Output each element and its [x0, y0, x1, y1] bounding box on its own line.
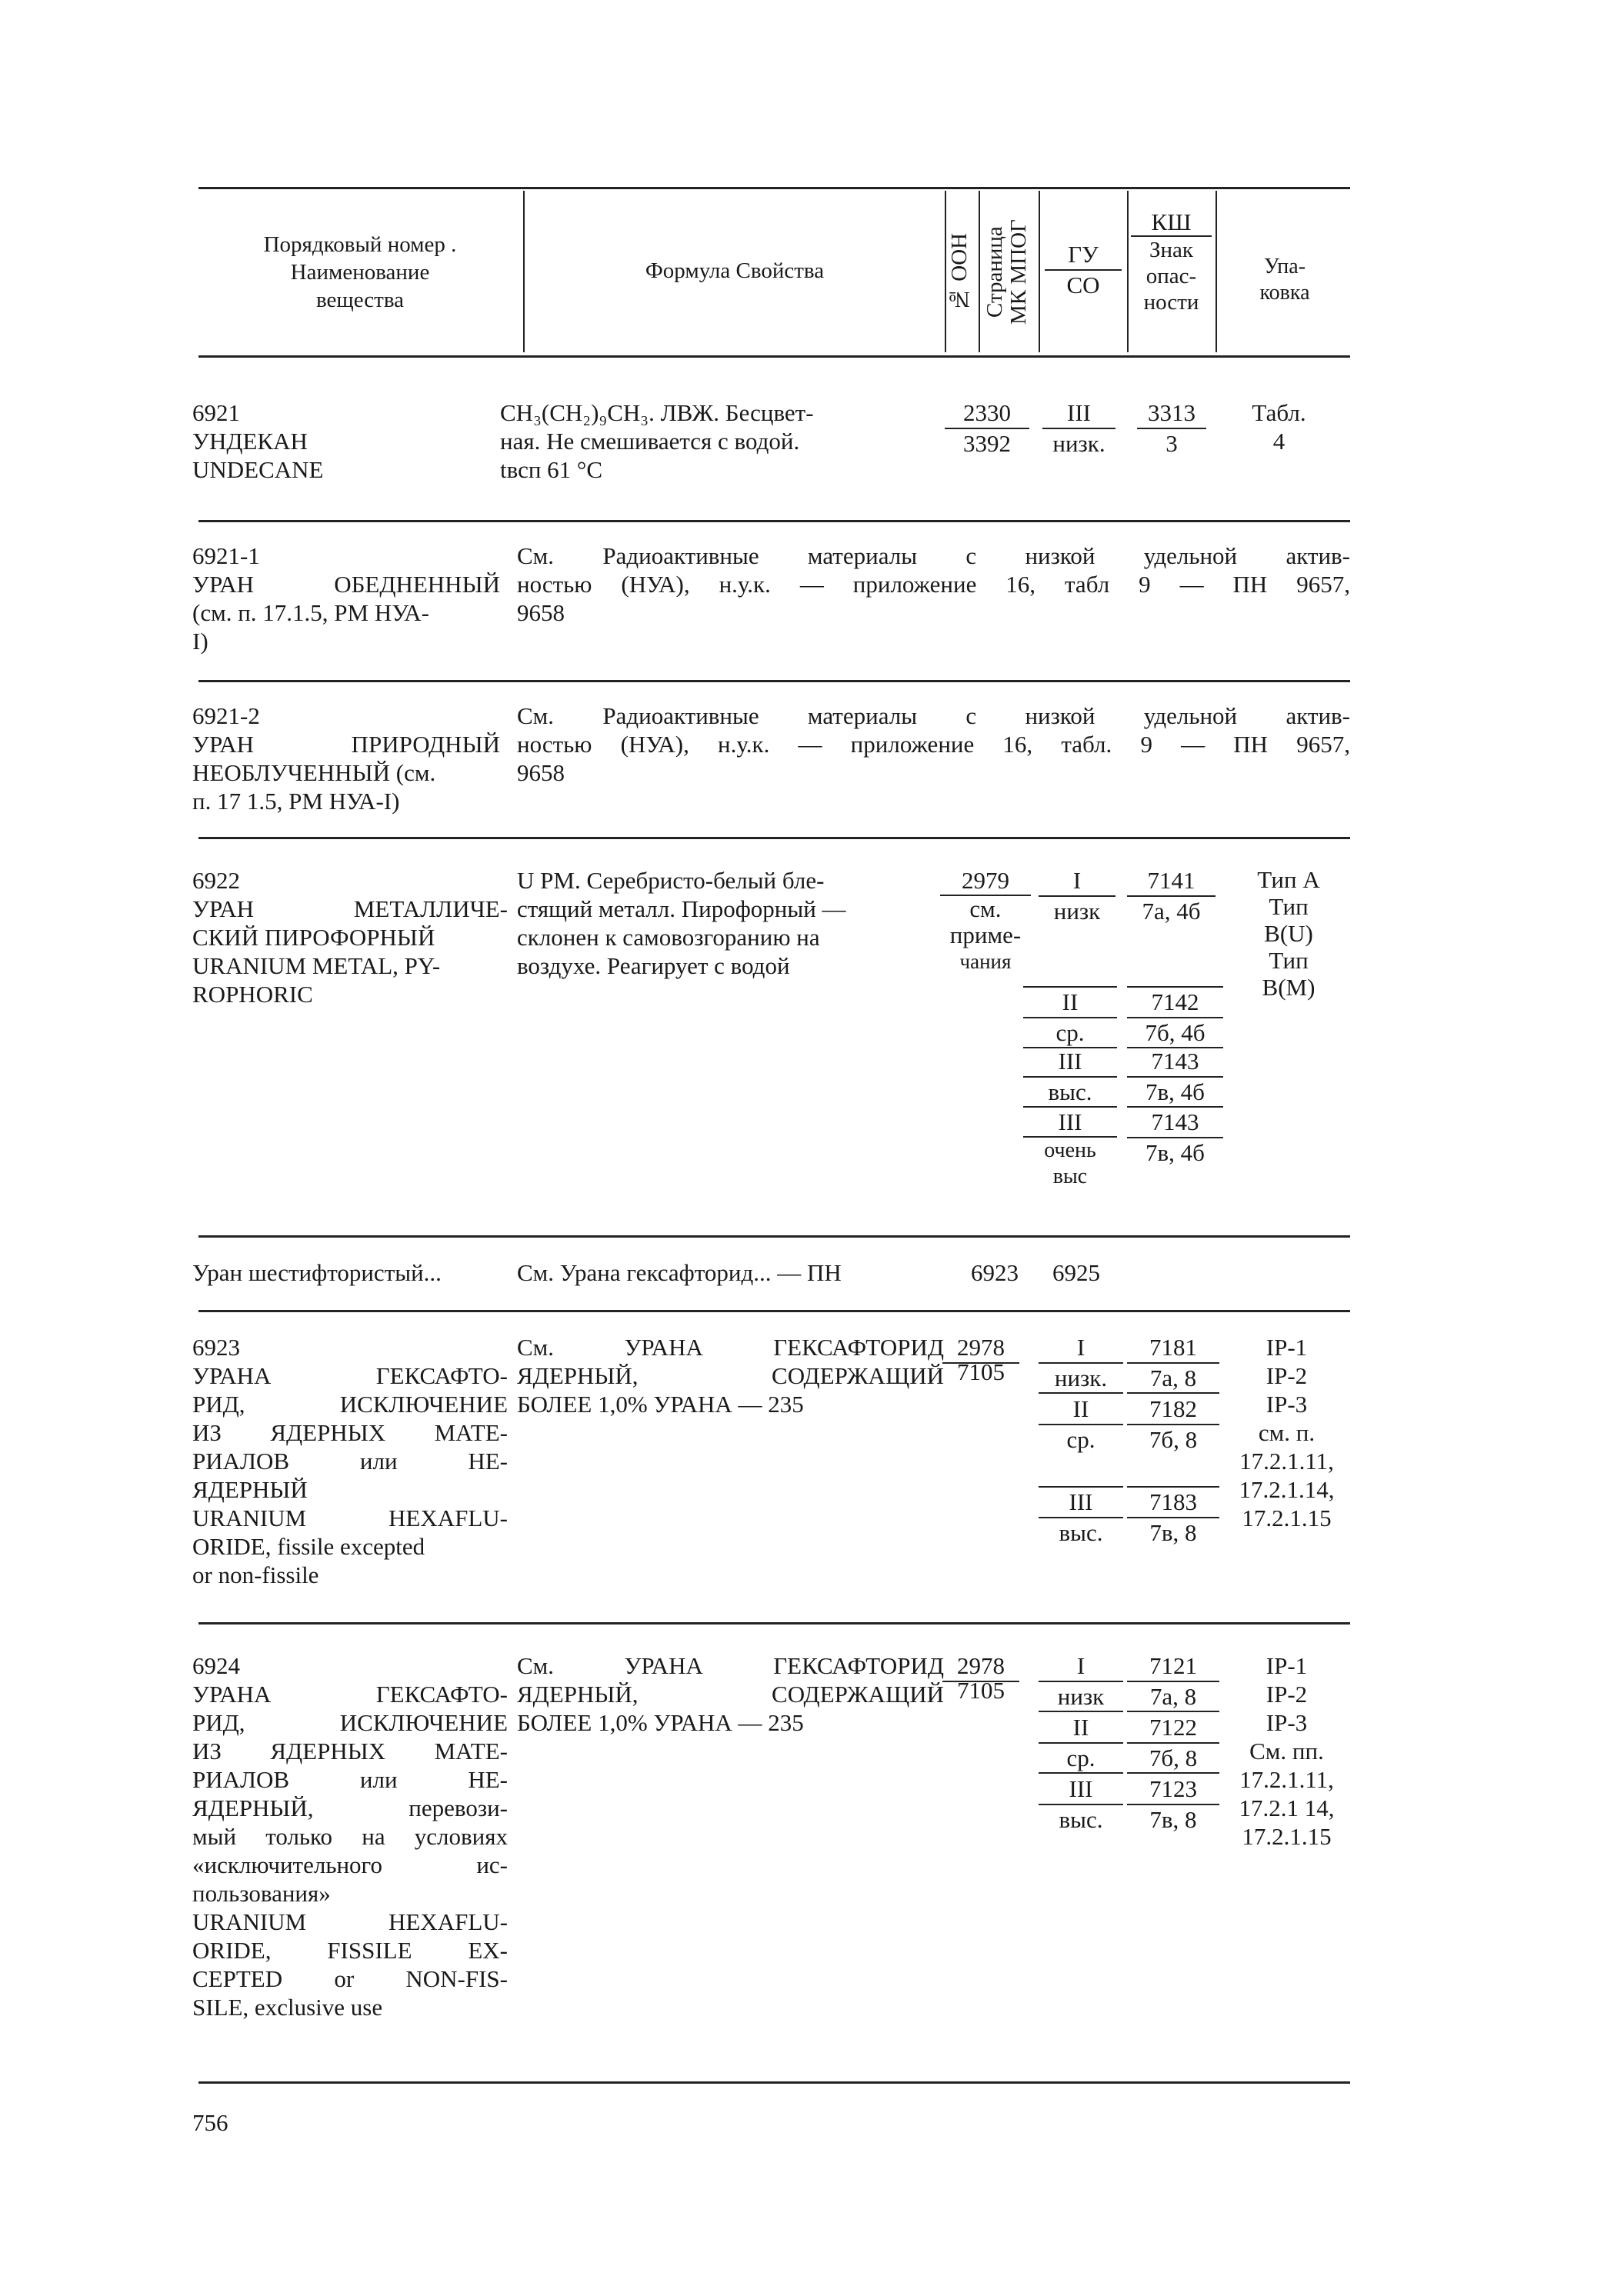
- header-name: [198, 231, 522, 314]
- formula-line: стящий металл. Пирофорный —: [517, 895, 846, 922]
- header-divider: [523, 191, 525, 352]
- gu-value: II: [1039, 1395, 1123, 1425]
- entry-6924-gu-row: [1039, 1713, 1123, 1774]
- entry-6921-2-name: [192, 701, 500, 815]
- name-line: УРАНА ГЕКСАФТО-: [192, 1681, 508, 1708]
- entry-6923-ksh-row: [1127, 1395, 1219, 1454]
- text-line: См. Радиоактивные материалы с низкой удельной актив-: [517, 542, 1350, 569]
- name-line: пользования»: [192, 1880, 331, 1907]
- ksh-value: 7182: [1127, 1395, 1219, 1425]
- entry-6923-gu-row: [1039, 1486, 1123, 1547]
- header-un: № ООН: [947, 232, 972, 312]
- entry-6923-un-page: [942, 1333, 1019, 1386]
- name-line: ROPHORIC: [192, 981, 313, 1008]
- formula-line: См. УРАНА ГЕКСАФТОРИД: [517, 1334, 944, 1361]
- name-line: ORIDE, FISSILE EX-: [192, 1937, 508, 1964]
- entry-6921-1-text: [517, 542, 1350, 627]
- pack-line: IP-3: [1266, 1391, 1308, 1418]
- co-value: низк.: [1052, 430, 1105, 457]
- name-line: 6923: [192, 1334, 240, 1361]
- entry-separator: [198, 1235, 1350, 1238]
- pack-line: IP-1: [1266, 1652, 1308, 1679]
- ksh-value: 7183: [1127, 1486, 1219, 1518]
- header-ksh-line: Знак: [1149, 238, 1193, 262]
- co-value: выс.: [1059, 1519, 1103, 1546]
- header-divider: [1127, 191, 1129, 352]
- entry-6922-ksh-row: [1127, 1108, 1223, 1167]
- ksh-value: 7143: [1127, 1047, 1223, 1078]
- header-pack-line: ковка: [1259, 281, 1310, 305]
- name-line: РИД, ИСКЛЮЧЕНИЕ: [192, 1391, 508, 1418]
- pack-line: 4: [1272, 428, 1286, 455]
- text-line: См. Радиоактивные материалы с низкой удельной актив-: [517, 702, 1350, 729]
- name-line: I): [192, 628, 208, 655]
- header-top-rule: [198, 187, 1350, 189]
- entry-6922-ksh-row: [1127, 866, 1215, 925]
- ksh-value: 7181: [1127, 1333, 1219, 1364]
- formula-line: ная. Не смешивается с водой.: [500, 428, 800, 455]
- header-divider: [1039, 191, 1040, 352]
- header-page: [983, 196, 1031, 348]
- sign-value: 7в, 8: [1149, 1519, 1197, 1546]
- header-divider: [945, 191, 946, 352]
- pack-line: B(U): [1264, 920, 1313, 947]
- page-bottom-rule: [198, 2081, 1350, 2084]
- header-ksh-line: опас-: [1145, 264, 1197, 288]
- page-note: см.: [969, 895, 1002, 922]
- entry-6922-pack: [1235, 866, 1342, 1001]
- header-divider: [979, 191, 980, 352]
- entry-separator: [198, 1310, 1350, 1312]
- name-line: РИД, ИСКЛЮЧЕНИЕ: [192, 1709, 508, 1736]
- page-number-ref: 7105: [957, 1677, 1005, 1704]
- formula-line: БОЛЕЕ 1,0% УРАНА — 235: [517, 1709, 804, 1736]
- text-line: ностью (НУА), н.у.к. — приложение 16, табл. 9 — ПН 9657,: [517, 731, 1350, 758]
- pack-line: См. пп.: [1249, 1738, 1324, 1764]
- name-line: 6921: [192, 399, 240, 426]
- name-line: ЯДЕРНЫЙ: [192, 1476, 308, 1503]
- entry-6924-formula: [517, 1651, 944, 1737]
- sign-value: 7а, 8: [1127, 1682, 1219, 1712]
- name-line: ИЗ ЯДЕРНЫХ МАТЕ-: [192, 1419, 508, 1446]
- header-formula: Формула Свойства: [645, 258, 825, 283]
- sign-value: 7в, 8: [1149, 1806, 1197, 1833]
- pack-line: IP-1: [1266, 1334, 1308, 1361]
- name-line: ORIDE, fissile excepted: [192, 1533, 425, 1560]
- pack-line: 17.2.1 14,: [1239, 1794, 1335, 1821]
- name-line: ИЗ ЯДЕРНЫХ МАТЕ-: [192, 1738, 508, 1764]
- entry-separator: [198, 520, 1350, 522]
- sign-value: 7в, 4б: [1145, 1139, 1205, 1166]
- entry-6923-gu-row: [1039, 1333, 1123, 1394]
- un-number: 2979: [940, 866, 1031, 896]
- sign-value: 7б, 8: [1127, 1744, 1219, 1774]
- sign-value: 3: [1165, 430, 1178, 457]
- formula-line: склонен к самовозгоранию на: [517, 924, 820, 951]
- sign-value: 7а, 8: [1127, 1364, 1219, 1394]
- entry-6921-1-name: [192, 542, 500, 655]
- co-value: низк.: [1039, 1364, 1123, 1394]
- entry-6921-2-text: [517, 701, 1350, 787]
- entry-6922-un-page: [940, 866, 1031, 975]
- name-line: SILE, exclusive use: [192, 1994, 383, 2021]
- entry-6922-gu-row: [1023, 1108, 1117, 1190]
- pack-line: 17.2.1.11,: [1239, 1766, 1334, 1793]
- name-line: УРАН МЕТАЛЛИЧЕ-: [192, 895, 508, 922]
- name-line: УНДЕКАН: [192, 428, 308, 455]
- sign-value: 7б, 4б: [1127, 1018, 1223, 1048]
- gu-value: III: [1039, 1486, 1123, 1518]
- header-pack-line: Упа-: [1263, 255, 1306, 278]
- header-bottom-rule: [198, 355, 1350, 358]
- ksh-value: 3313: [1137, 398, 1206, 429]
- name-line: or non-fissile: [192, 1561, 319, 1588]
- pack-line: 17.2.1.11,: [1239, 1448, 1334, 1475]
- entry-6924-ksh-row: [1127, 1651, 1219, 1712]
- entry-6924-pack: [1223, 1651, 1350, 1851]
- header-gu: [1045, 240, 1122, 299]
- header-gu-top: ГУ: [1045, 240, 1122, 271]
- gu-value: II: [1039, 1713, 1123, 1744]
- name-line: мый только на условиях: [192, 1823, 508, 1850]
- entry-6924-ksh-row: [1127, 1713, 1219, 1774]
- page-number-ref: 7105: [957, 1358, 1005, 1385]
- co-value: выс.: [1059, 1806, 1103, 1833]
- name-line: 6922: [192, 867, 240, 894]
- un-number: 2978: [942, 1651, 1019, 1682]
- formula-line: ЯДЕРНЫЙ, СОДЕРЖАЩИЙ: [517, 1362, 944, 1389]
- pack-line: Тип: [1269, 947, 1309, 974]
- co-value: ср.: [1023, 1018, 1117, 1048]
- entry-separator: [198, 1622, 1350, 1625]
- gu-value: III: [1023, 1047, 1117, 1078]
- entry-6924-gu-row: [1039, 1651, 1123, 1712]
- entry-6924-name: [192, 1651, 508, 2021]
- header-ksh: [1131, 209, 1212, 315]
- co-value: низк: [1039, 1682, 1123, 1712]
- entry-separator: [198, 680, 1350, 682]
- header-name-line: Наименование: [290, 260, 430, 285]
- name-line: УРАН ПРИРОДНЫЙ: [192, 731, 500, 758]
- sign-value: 7в, 4б: [1127, 1078, 1223, 1108]
- uran-ref-number: 6925: [1052, 1259, 1100, 1286]
- ksh-value: 7121: [1127, 1651, 1219, 1682]
- name-line: НЕОБЛУЧЕННЫЙ (см.: [192, 759, 436, 786]
- header-page-line: Страница: [982, 226, 1007, 318]
- text-line: 9658: [517, 599, 565, 626]
- entry-6923-gu-row: [1039, 1395, 1123, 1454]
- sign-value: 7а, 4б: [1142, 898, 1201, 925]
- name-line: СКИЙ ПИРОФОРНЫЙ: [192, 924, 435, 951]
- gu-value: II: [1023, 986, 1117, 1018]
- header-name-line: Порядковый номер .: [263, 232, 457, 257]
- header-pack: [1219, 254, 1350, 306]
- name-line: «исключительного ис-: [192, 1851, 508, 1878]
- co-value: очень: [1044, 1138, 1096, 1162]
- uran-ref-text: См. Урана гексафторид... — ПН: [517, 1259, 842, 1286]
- entry-6922-ksh-row: [1127, 1047, 1223, 1108]
- sign-value: 7б, 8: [1149, 1426, 1198, 1453]
- pack-line: IP-3: [1266, 1709, 1308, 1736]
- uran-ref-name: Уран шестифтористый...: [192, 1259, 442, 1286]
- co-value: выс.: [1023, 1078, 1117, 1108]
- un-number: 2978: [942, 1333, 1019, 1364]
- ksh-value: 7142: [1127, 986, 1223, 1018]
- entry-6921-name: [192, 398, 515, 484]
- uran-ref-number: 6923: [971, 1259, 1019, 1286]
- formula-line: CH₃(CH₂)₉CH₃. ЛВЖ. Бесцвет-: [500, 399, 814, 426]
- entry-6924-un-page: [942, 1651, 1019, 1705]
- name-line: (см. п. 17.1.5, РМ НУА-: [192, 599, 429, 626]
- ksh-value: 7143: [1127, 1108, 1223, 1138]
- name-line: 6921-2: [192, 702, 260, 729]
- entry-6923-pack: [1223, 1333, 1350, 1532]
- name-line: UNDECANE: [192, 456, 324, 483]
- pack-line: Тип: [1269, 893, 1309, 920]
- formula-line: U РМ. Серебристо-белый бле-: [517, 867, 825, 894]
- formula-line: ЯДЕРНЫЙ, СОДЕРЖАЩИЙ: [517, 1681, 944, 1708]
- formula-line: БОЛЕЕ 1,0% УРАНА — 235: [517, 1391, 804, 1418]
- entry-6923-ksh-row: [1127, 1333, 1219, 1394]
- ksh-value: 7123: [1127, 1774, 1219, 1805]
- page-note: чания: [959, 950, 1012, 973]
- entry-6921-ksh: [1137, 398, 1206, 458]
- co-value: низк: [1053, 898, 1101, 925]
- entry-6921-un-page: [945, 398, 1029, 458]
- page-note: приме-: [949, 921, 1022, 948]
- formula-line: tвсп 61 °C: [500, 456, 602, 483]
- entry-6922-formula: [517, 866, 936, 980]
- pack-line: IP-2: [1266, 1362, 1308, 1389]
- pack-line: 17.2.1.15: [1242, 1823, 1332, 1850]
- entry-6923-name: [192, 1333, 508, 1589]
- entry-6921-formula: [500, 398, 950, 484]
- pack-line: Табл.: [1252, 399, 1306, 426]
- gu-value: III: [1042, 398, 1115, 429]
- entry-6921-gu: [1042, 398, 1115, 458]
- co-value: выс: [1052, 1165, 1088, 1188]
- text-line: ностью (НУА), н.у.к. — приложение 16, табл 9 — ПН 9657,: [517, 571, 1350, 598]
- pack-line: 17.2.1.15: [1242, 1505, 1332, 1531]
- page-number-ref: 3392: [963, 430, 1011, 457]
- gu-value: I: [1039, 1333, 1123, 1364]
- name-line: URANIUM HEXAFLU-: [192, 1505, 508, 1531]
- pack-line: IP-2: [1266, 1681, 1308, 1708]
- entry-separator: [198, 837, 1350, 839]
- gu-value: I: [1039, 1651, 1123, 1682]
- un-number: 2330: [945, 398, 1029, 429]
- name-line: ЯДЕРНЫЙ, перевози-: [192, 1794, 508, 1821]
- name-line: УРАН ОБЕДНЕННЫЙ: [192, 571, 500, 598]
- text-line: 9658: [517, 759, 565, 786]
- name-line: РИАЛОВ или НЕ-: [192, 1448, 508, 1475]
- name-line: 6924: [192, 1652, 240, 1679]
- name-line: УРАНА ГЕКСАФТО-: [192, 1362, 508, 1389]
- page-number: 756: [192, 2109, 228, 2136]
- entry-6924-ksh-row: [1127, 1774, 1219, 1834]
- ksh-value: 7141: [1127, 866, 1215, 897]
- gu-value: III: [1023, 1108, 1117, 1138]
- co-value: ср.: [1066, 1426, 1095, 1453]
- name-line: URANIUM HEXAFLU-: [192, 1908, 508, 1935]
- gu-value: I: [1039, 866, 1115, 897]
- pack-line: Тип А: [1257, 866, 1320, 893]
- ksh-value: 7122: [1127, 1713, 1219, 1744]
- header-ksh-line: ности: [1143, 290, 1199, 315]
- name-line: CEPTED or NON-FIS-: [192, 1965, 508, 1992]
- entry-6922-gu-row: [1039, 866, 1115, 925]
- name-line: п. 17 1.5, РМ НУА-I): [192, 788, 400, 815]
- name-line: 6921-1: [192, 542, 260, 569]
- header-ksh-top: КШ: [1131, 209, 1212, 237]
- co-value: ср.: [1039, 1744, 1123, 1774]
- pack-line: 17.2.1.14,: [1239, 1476, 1335, 1503]
- entry-6924-gu-row: [1039, 1774, 1123, 1834]
- header-divider: [1215, 191, 1217, 352]
- entry-6921-pack: [1231, 398, 1327, 455]
- header-co: СО: [1066, 272, 1100, 298]
- entry-6922-ksh-row: [1127, 986, 1223, 1048]
- formula-line: См. УРАНА ГЕКСАФТОРИД: [517, 1652, 944, 1679]
- formula-line: воздухе. Реагирует с водой: [517, 952, 790, 979]
- gu-value: III: [1039, 1774, 1123, 1805]
- entry-6922-name: [192, 866, 508, 1008]
- name-line: URANIUM METAL, PY-: [192, 952, 441, 979]
- name-line: РИАЛОВ или НЕ-: [192, 1766, 508, 1793]
- entry-6922-gu-row: [1023, 986, 1117, 1048]
- header-name-line: вещества: [315, 288, 405, 312]
- entry-6922-gu-row: [1023, 1047, 1117, 1108]
- pack-line: B(M): [1262, 974, 1316, 1001]
- entry-6923-ksh-row: [1127, 1486, 1219, 1547]
- header-page-line: МК МПОГ: [1006, 219, 1031, 325]
- pack-line: см. п.: [1258, 1419, 1316, 1446]
- entry-6923-formula: [517, 1333, 944, 1418]
